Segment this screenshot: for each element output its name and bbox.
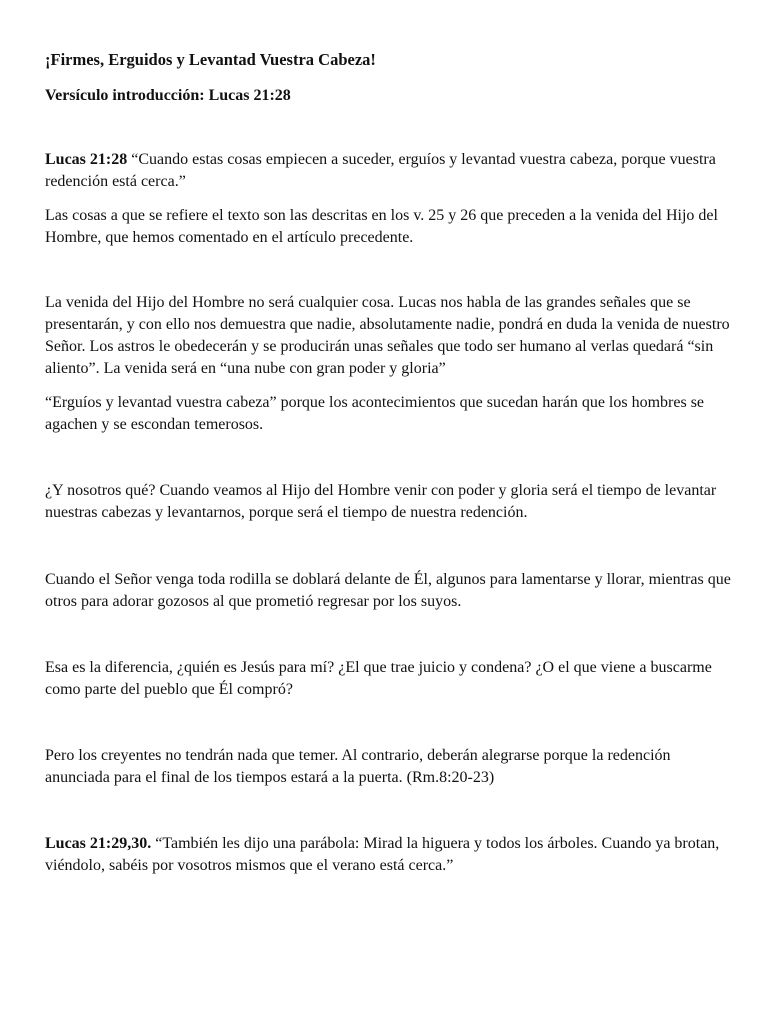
verse-text: “Cuando estas cosas empiecen a suceder, erguíos y levantad vuestra cabeza, porque vuestra redención está cerca.” bbox=[45, 151, 716, 190]
parable-reference: Lucas 21:29,30. bbox=[45, 835, 152, 852]
paragraph-parable bbox=[45, 833, 735, 877]
paragraph-coming: La venida del Hijo del Hombre no será cualquier cosa. Lucas nos habla de las grandes señales que se presentarán, y con ello nos demuestra que nadie, absolutamente nadie, pondrá en duda la venida de nuestro Señor. Los astros le obedecerán y se producirán unas señales que todo ser humano al verlas quedará “sin aliento”. La venida será en “una nube con gran poder y gloria” bbox=[45, 294, 730, 377]
paragraph-creyentes: Pero los creyentes no tendrán nada que temer. Al contrario, deberán alegrarse porque la redención anunciada para el final de los tiempos estará a la puerta. (Rm.8:20-23) bbox=[45, 747, 671, 786]
document-subtitle: Versículo introducción: Lucas 21:28 bbox=[45, 87, 291, 104]
document-title: ¡Firmes, Erguidos y Levantad Vuestra Cabeza! bbox=[45, 50, 376, 69]
paragraph-nosotros: ¿Y nosotros qué? Cuando veamos al Hijo del Hombre venir con poder y gloria será el tiempo de levantar nuestras cabezas y levantarnos, porque será el tiempo de nuestra redención. bbox=[45, 482, 717, 521]
paragraph-verse-intro bbox=[45, 149, 735, 193]
verse-reference: Lucas 21:28 bbox=[45, 151, 128, 168]
paragraph-context: Las cosas a que se refiere el texto son las descritas en los v. 25 y 26 que preceden a la venida del Hijo del Hombre, que hemos comentado en el artículo precedente. bbox=[45, 207, 718, 246]
paragraph-erguios: “Erguíos y levantad vuestra cabeza” porque los acontecimientos que sucedan harán que los hombres se agachen y se escondan temerosos. bbox=[45, 394, 705, 433]
parable-text: “También les dijo una parábola: Mirad la higuera y todos los árboles. Cuando ya brotan, viéndolo, sabéis por vosotros mismos que el verano está cerca.” bbox=[45, 835, 720, 874]
paragraph-diferencia: Esa es la diferencia, ¿quién es Jesús para mí? ¿El que trae juicio y condena? ¿O el que viene a buscarme como parte del pueblo que Él compró? bbox=[45, 659, 712, 698]
paragraph-rodilla: Cuando el Señor venga toda rodilla se doblará delante de Él, algunos para lamentarse y llorar, mientras que otros para adorar gozosos al que prometió regresar por los suyos. bbox=[45, 571, 731, 610]
